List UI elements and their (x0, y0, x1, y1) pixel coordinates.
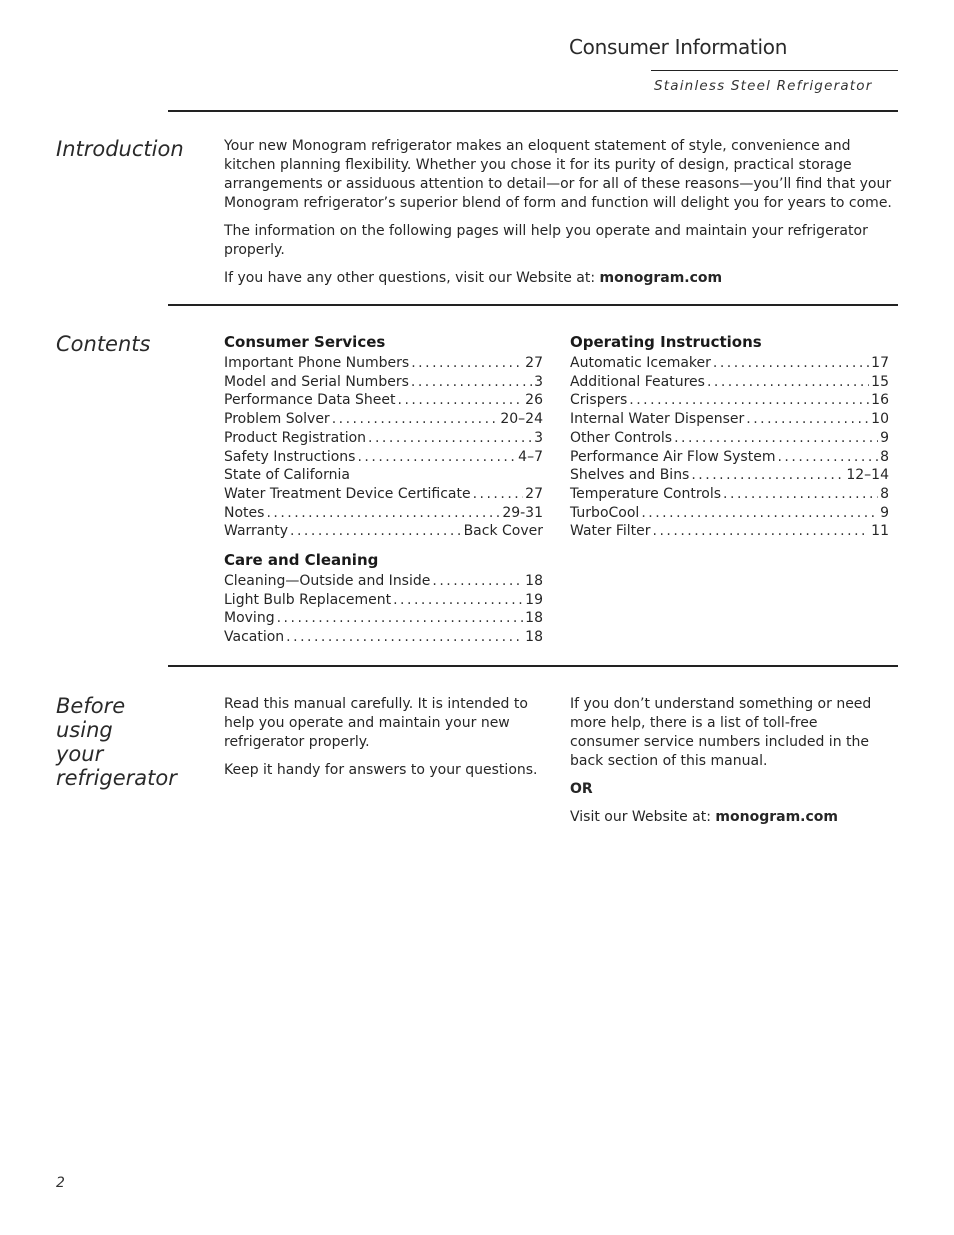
toc-item[interactable] (224, 522, 543, 541)
toc-item-label: Safety Instructions (224, 448, 356, 465)
before-using-heading-line: Before (56, 694, 126, 718)
toc-item-page: 18 (525, 629, 543, 646)
toc-item-page: 17 (871, 355, 889, 371)
consumer-services-list (224, 354, 543, 541)
toc-item-label: Automatic Icemaker (570, 355, 711, 371)
toc-item-page: 19 (525, 591, 543, 608)
toc-item-label: Notes (224, 504, 265, 521)
toc-item-label: State of California (224, 467, 350, 484)
toc-item-page: 9 (880, 429, 889, 446)
toc-item-page: 18 (525, 573, 543, 590)
toc-item[interactable] (570, 448, 889, 467)
contents-column-right (570, 333, 889, 541)
toc-leader (368, 429, 532, 448)
toc-item[interactable] (224, 504, 543, 523)
toc-leader (277, 609, 524, 628)
toc-leader (707, 373, 869, 392)
introduction-paragraph-2: The information on the following pages will help you operate and maintain your refrigerator properly. (224, 223, 868, 258)
before-using-heading-line: your (56, 742, 104, 766)
introduction-paragraph-1: Your new Monogram refrigerator makes an eloquent statement of style, convenience and kitchen planning flexibility. Whether you chose it for its purity of design, practical storage arrangements or assiduous attention to detail—or for all of these reasons—you’ll find that your Monogram refrigerator’s superior blend of form and function will delight you for years to come. (224, 138, 892, 211)
help-paragraph: If you don’t understand something or need more help, there is a list of toll-free consumer service numbers included in the back section of this manual. (570, 696, 872, 769)
before-using-right-column (570, 695, 880, 827)
toc-item-page: Back Cover (463, 523, 543, 540)
or-label: OR (570, 781, 593, 797)
toc-item-label: Light Bulb Replacement (224, 591, 392, 608)
introduction-body (224, 137, 896, 288)
section-divider-contents (168, 304, 898, 306)
toc-item-label: Water Treatment Device Certificate (224, 485, 471, 502)
care-cleaning-heading: Care and Cleaning (224, 551, 379, 570)
toc-item[interactable] (570, 504, 889, 523)
toc-leader (629, 391, 869, 410)
toc-leader (286, 628, 523, 647)
introduction-heading: Introduction (56, 137, 184, 161)
toc-item-page: 8 (880, 485, 889, 502)
toc-item-page: 18 (525, 610, 543, 627)
toc-item-label: Internal Water Dispenser (570, 411, 745, 428)
toc-item-label: Important Phone Numbers (224, 355, 410, 371)
toc-item-page: 26 (525, 392, 543, 409)
consumer-services-heading: Consumer Services (224, 333, 386, 351)
contents-heading: Contents (56, 332, 151, 356)
toc-item-label: Other Controls (570, 429, 673, 446)
toc-item[interactable] (570, 373, 889, 392)
toc-leader (691, 466, 844, 485)
toc-item[interactable] (224, 410, 543, 429)
toc-leader (411, 373, 532, 392)
toc-item-page: 20–24 (500, 411, 543, 428)
toc-item-label: Problem Solver (224, 411, 330, 428)
toc-leader (473, 485, 524, 504)
toc-item-label: Cleaning—Outside and Inside (224, 573, 431, 590)
toc-item[interactable] (224, 391, 543, 410)
toc-item[interactable] (570, 485, 889, 504)
toc-item-label: Model and Serial Numbers (224, 373, 409, 390)
toc-item[interactable] (570, 410, 889, 429)
toc-item-page: 15 (871, 373, 889, 390)
keep-handy-paragraph: Keep it handy for answers to your questions. (224, 762, 538, 778)
toc-item[interactable] (570, 522, 889, 541)
toc-item-label: Water Filter (570, 523, 651, 540)
website-link[interactable]: monogram.com (599, 270, 723, 286)
toc-leader (713, 354, 869, 373)
toc-item[interactable] (224, 591, 543, 610)
toc-item-label: Crispers (570, 392, 628, 409)
page-number: 2 (56, 1175, 65, 1191)
toc-leader (393, 591, 523, 610)
toc-leader (746, 410, 869, 429)
toc-leader (290, 522, 462, 541)
toc-item-label: Temperature Controls (570, 485, 722, 502)
toc-item[interactable] (224, 485, 543, 504)
toc-item-page: 4–7 (518, 448, 543, 465)
contents-column-left (224, 333, 543, 647)
operating-instructions-heading: Operating Instructions (570, 333, 762, 351)
before-using-heading (56, 694, 177, 790)
toc-item[interactable] (224, 354, 543, 373)
toc-item-page: 11 (871, 523, 889, 540)
toc-item[interactable] (224, 373, 543, 392)
toc-item-page: 9 (880, 504, 889, 521)
website-prompt-text: If you have any other questions, visit our Website at: (224, 270, 600, 286)
toc-item[interactable] (570, 466, 889, 485)
toc-item[interactable] (224, 572, 543, 591)
toc-item-page: 27 (525, 485, 543, 502)
toc-item[interactable] (570, 429, 889, 448)
website-link[interactable]: monogram.com (715, 809, 838, 825)
visit-website-paragraph (570, 808, 880, 827)
toc-item-page: 3 (534, 429, 543, 446)
toc-item-page: 27 (525, 355, 543, 371)
toc-item-label: Performance Data Sheet (224, 392, 396, 409)
toc-leader (357, 448, 516, 467)
toc-leader (432, 572, 523, 591)
toc-item-label: Product Registration (224, 429, 367, 446)
toc-leader (674, 429, 878, 448)
toc-item[interactable] (224, 466, 543, 485)
toc-item-page: 10 (871, 411, 889, 428)
website-prompt-text: Visit our Website at: (570, 809, 716, 825)
toc-item[interactable] (224, 448, 543, 467)
toc-item-label: Warranty (224, 523, 289, 540)
page-header-title: Consumer Information (569, 35, 788, 59)
read-manual-paragraph: Read this manual carefully. It is intended to help you operate and maintain your new refrigerator properly. (224, 696, 528, 750)
care-cleaning-list (224, 572, 543, 647)
toc-item-page: 29-31 (502, 504, 543, 521)
page-header-subtitle: Stainless Steel Refrigerator (654, 78, 873, 94)
toc-leader (398, 391, 524, 410)
toc-item-label: Vacation (224, 629, 285, 646)
toc-item-label: Performance Air Flow System (570, 448, 776, 465)
toc-leader (332, 410, 499, 429)
toc-item[interactable] (570, 391, 889, 410)
toc-leader (777, 448, 878, 467)
toc-item[interactable] (224, 429, 543, 448)
toc-item-page: 16 (871, 392, 889, 409)
section-divider-before-using (168, 665, 898, 667)
before-using-heading-line: using (56, 718, 113, 742)
toc-leader (723, 485, 878, 504)
toc-item-page: 3 (534, 373, 543, 390)
toc-leader (411, 354, 523, 373)
toc-item-label: Shelves and Bins (570, 467, 690, 484)
section-divider-introduction (168, 110, 898, 112)
toc-item-page: 8 (880, 448, 889, 465)
introduction-paragraph-3 (224, 269, 896, 288)
toc-leader (266, 504, 500, 523)
toc-leader (653, 522, 870, 541)
toc-item[interactable] (224, 628, 543, 647)
toc-leader (641, 504, 878, 523)
toc-item[interactable] (224, 609, 543, 628)
before-using-heading-line: refrigerator (56, 766, 177, 790)
header-divider (651, 70, 898, 71)
before-using-left-column (224, 695, 544, 780)
toc-item-page: 12–14 (846, 467, 889, 484)
toc-item[interactable] (570, 354, 889, 373)
operating-instructions-list (570, 354, 889, 541)
toc-item-label: Additional Features (570, 373, 705, 390)
toc-item-label: TurboCool (570, 504, 640, 521)
toc-item-label: Moving (224, 610, 275, 627)
